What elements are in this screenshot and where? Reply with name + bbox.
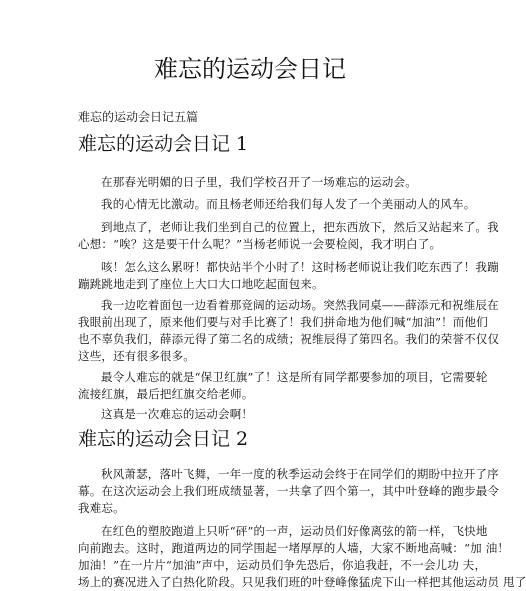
paragraph-line: 最令人难忘的就是“保卫红旗”了！这是所有同学都要参加的项目，它需要轮 — [101, 370, 488, 384]
section-heading: 难忘的运动会日记 1 — [78, 133, 249, 155]
section-heading: 难忘的运动会日记 2 — [78, 428, 249, 450]
paragraph — [78, 406, 424, 423]
paragraph — [78, 174, 424, 191]
paragraph-line: 加油！”在一片片“加油”声中，运动员们争先恐后，你追我赶，不一会儿功 夫， — [78, 558, 487, 572]
paragraph-line: 这些，还有很多很多。 — [78, 349, 195, 363]
paragraph-line: 在那春光明媚的日子里，我们学校召开了一场难忘的运动会。 — [101, 175, 417, 189]
paragraph-line: 到地点了，老师让我们坐到自己的位置上，把东西放下，然后又站起来了。我 — [101, 220, 499, 234]
page-title: 难忘的运动会日记 — [154, 55, 346, 83]
paragraph-line: 在红色的塑胶跑道上只听“砰”的一声，运动员们好像离弦的箭一样，飞快地 — [101, 524, 488, 538]
paragraph-line: 我的心情无比激动。而且杨老师还给我们每人发了一个美丽动人的风车。 — [101, 197, 476, 211]
paragraph-line: 心想：“唉？这是要干什么呢？”当杨老师说一会要检阅，我才明白了。 — [78, 237, 442, 251]
paragraph — [78, 369, 488, 403]
paragraph-line: 幕。在这次运动会上我们班成绩显著，一共拿了四个第一，其中叶登峰的跑步最令 — [78, 484, 500, 498]
document-subtitle: 难忘的运动会日记五篇 — [78, 110, 199, 124]
paragraph — [78, 523, 526, 591]
paragraph-line: 流接红旗，最后把红旗交给老师。 — [78, 387, 254, 401]
paragraph — [78, 219, 499, 253]
paragraph-line: 我一边吃着面包一边看着那竞阔的运动场。突然我同桌——薛添元和祝维辰在 — [101, 298, 499, 312]
paragraph-line: 蹦跳跳地走到了座位上大口大口地吃起面包来。 — [78, 277, 324, 291]
paragraph-line: 我眼前出现了，原来他们要与对手比赛了！我们拼命地为他们喊“加油”！而他们 — [78, 315, 488, 329]
paragraph-line: 场上的赛况进入了白热化阶段。只见我们班的叶登峰像猛虎下山一样把其他运动员 甩了 — [78, 575, 526, 589]
paragraph — [78, 259, 499, 293]
paragraph — [78, 466, 500, 517]
paragraph-line: 向前跑去。这时，跑道两边的同学围起一堵厚厚的人墙，大家不断地高喊：“加 油！ — [78, 541, 510, 555]
paragraph — [78, 196, 476, 213]
paragraph-line: 也不辜负我们，薛添元得了第二名的成绩；祝维辰得了第四名。我们的荣誉不仅仅 — [78, 332, 500, 346]
paragraph-line: 秋风萧瑟，落叶飞舞，一年一度的秋季运动会终于在同学们的期盼中拉开了序 — [101, 467, 499, 481]
paragraph — [78, 297, 500, 365]
paragraph-line: 这真是一次难忘的运动会啊！ — [101, 407, 254, 421]
paragraph-line: 我难忘。 — [78, 501, 125, 515]
paragraph-line: 咳！怎么这么累呀！都快站半个小时了！这时杨老师说让我们吃东西了！我蹦 — [101, 260, 499, 274]
